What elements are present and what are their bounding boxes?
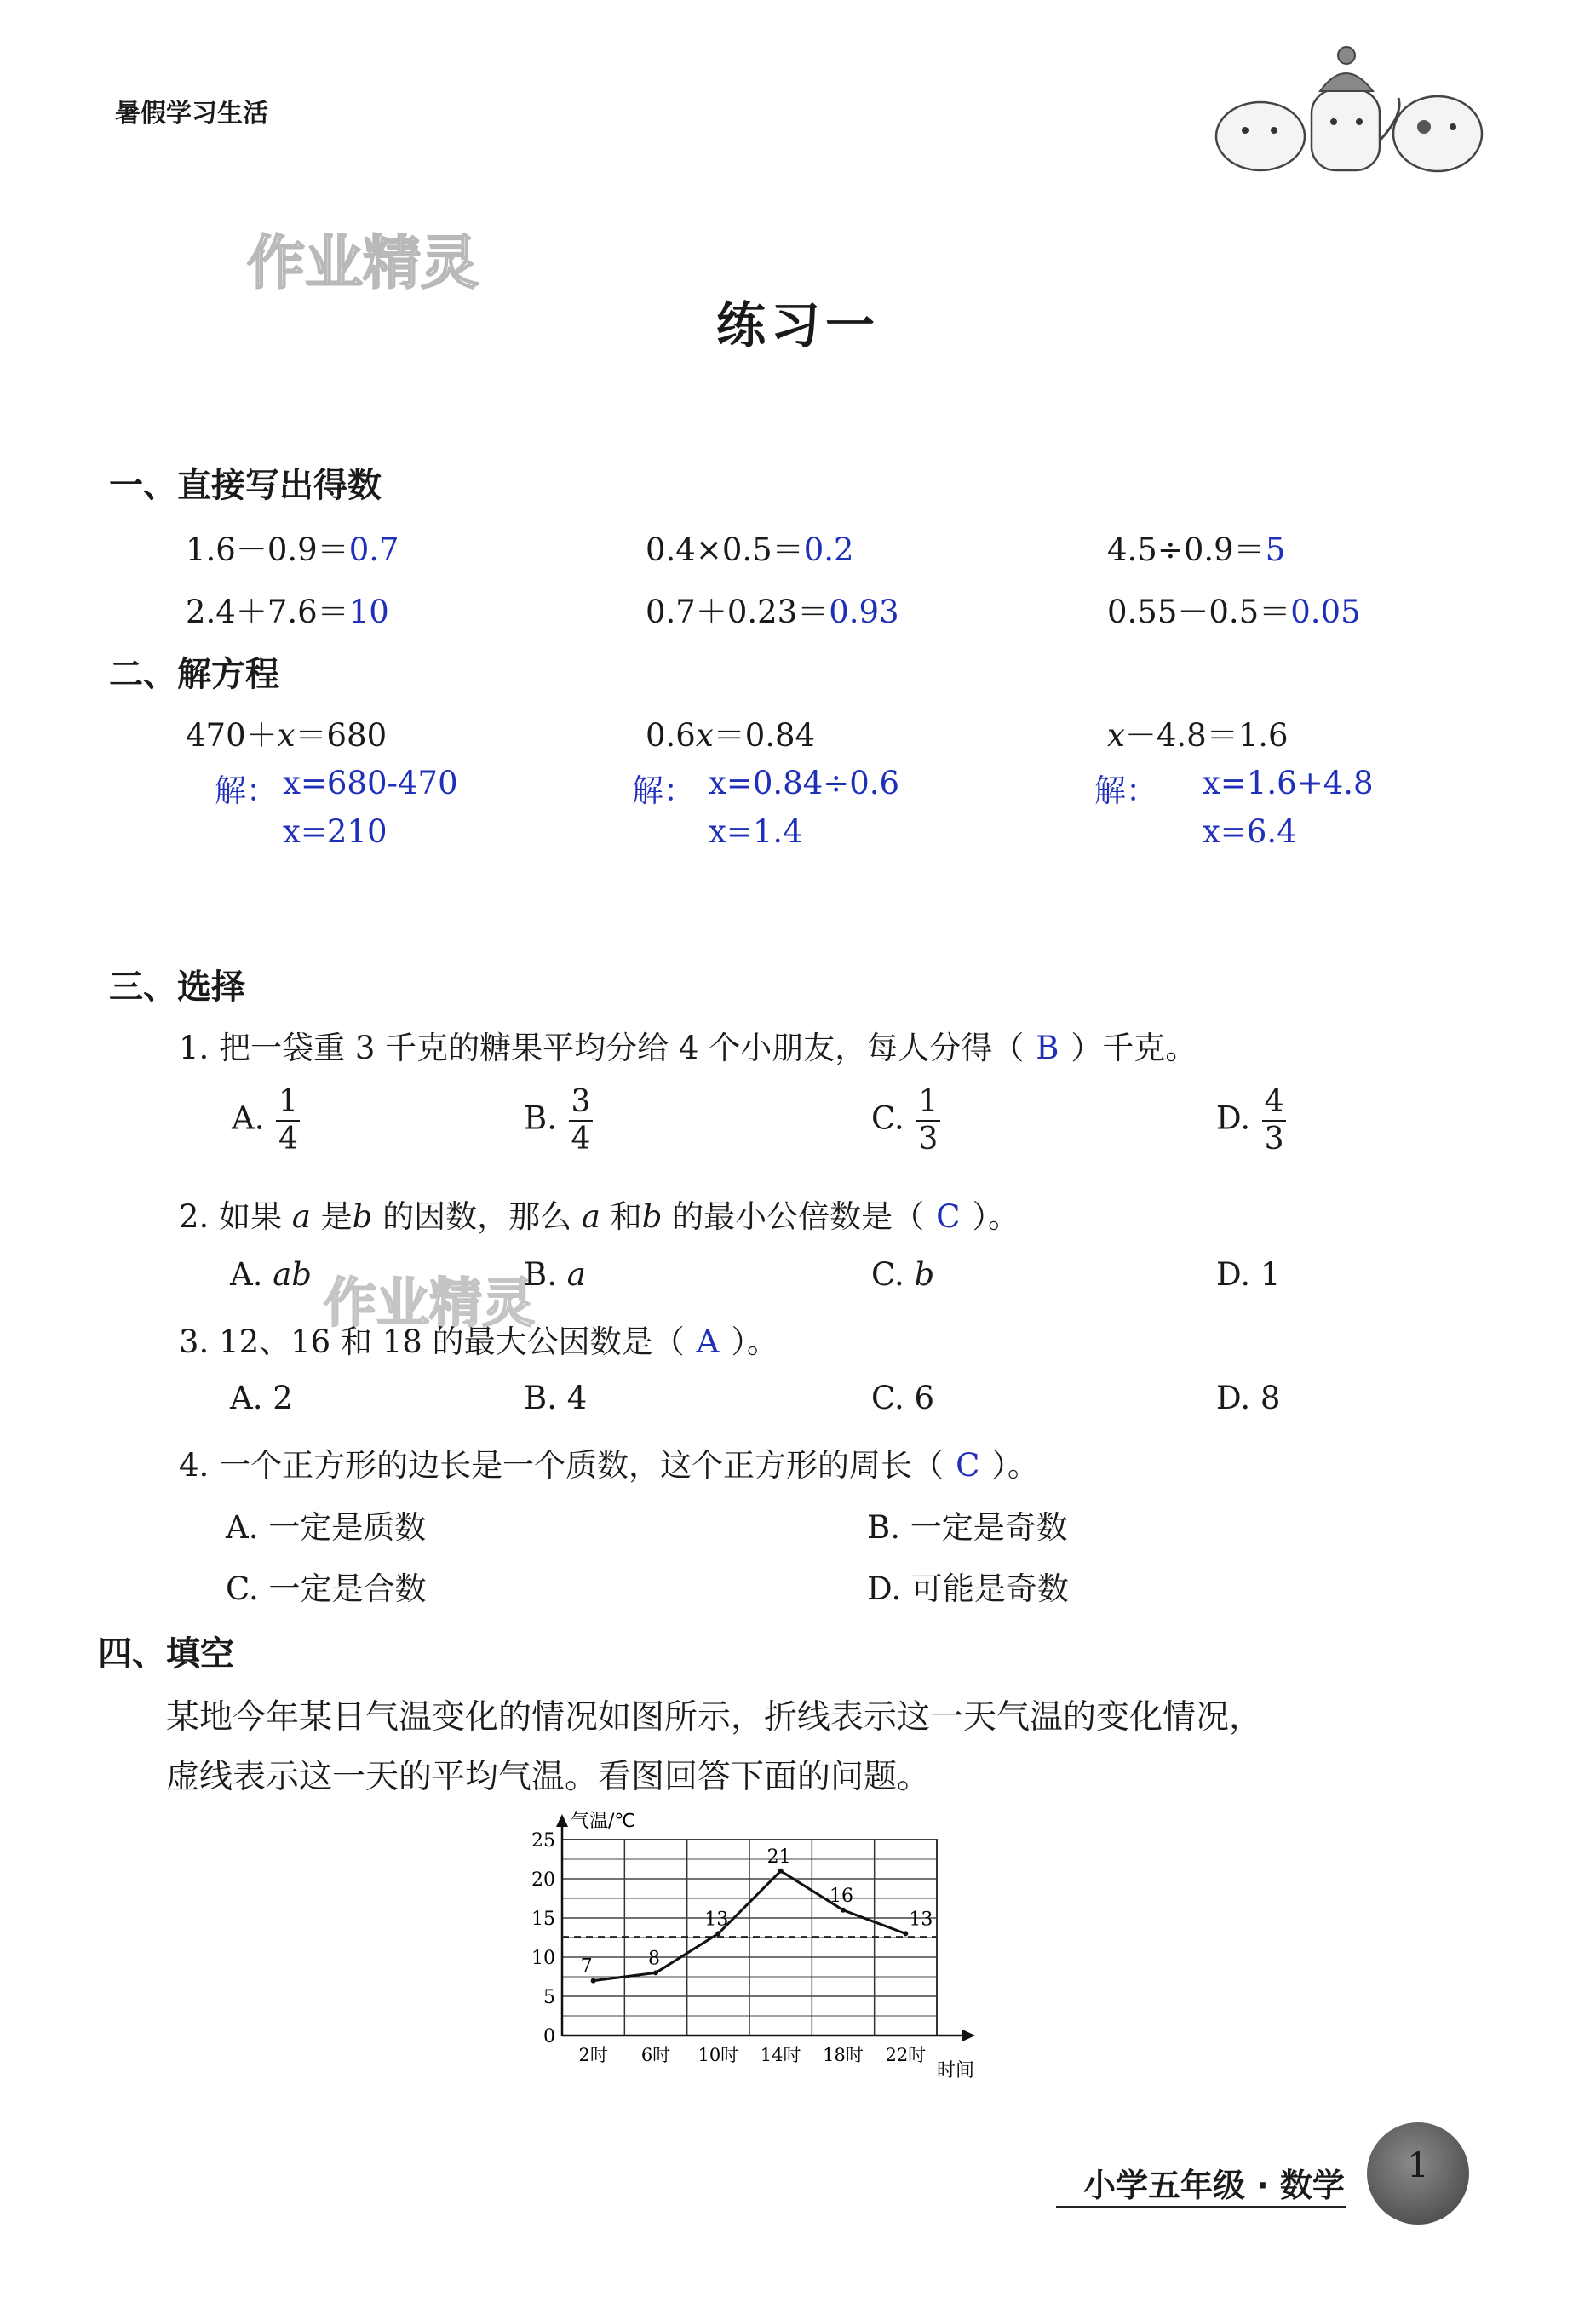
option: B. 一定是奇数 bbox=[867, 1509, 1068, 1546]
calc-answer: 0.05 bbox=[1290, 594, 1361, 630]
temperature-line-chart bbox=[511, 1806, 988, 2095]
option: A. 一定是质数 bbox=[226, 1509, 427, 1546]
option: C. 一定是合数 bbox=[226, 1570, 427, 1607]
calc-answer: 10 bbox=[348, 594, 389, 630]
data-point bbox=[841, 1908, 846, 1913]
cats-illustration bbox=[1209, 38, 1490, 179]
option: D. 1 bbox=[1216, 1256, 1281, 1293]
option: D. 可能是奇数 bbox=[867, 1570, 1069, 1607]
solution-line: x=1.4 bbox=[709, 813, 803, 850]
solution-line: x=1.6+4.8 bbox=[1203, 765, 1374, 801]
chart-grid bbox=[562, 1840, 937, 2036]
fraction: $\frac{1}{3}$ bbox=[916, 1086, 940, 1156]
solution-line: x=210 bbox=[283, 813, 388, 850]
y-tick-label: 5 bbox=[543, 1987, 555, 2008]
data-point bbox=[653, 1970, 658, 1975]
x-axis-label: 时间 bbox=[937, 2060, 975, 2081]
watermark: 作业精灵 bbox=[247, 230, 479, 297]
data-label: 16 bbox=[830, 1885, 853, 1907]
data-label: 13 bbox=[704, 1909, 729, 1931]
section-3-heading: 三、选择 bbox=[109, 968, 245, 1007]
choice-question-1: 1. 把一袋重 3 千克的糖果平均分给 4 个小朋友，每人分得（ B ）千克。 bbox=[179, 1030, 1197, 1066]
cat-left bbox=[1216, 102, 1305, 170]
cat-middle bbox=[1312, 89, 1380, 170]
x-tick-label: 2时 bbox=[578, 2045, 608, 2065]
option: A. ab bbox=[230, 1256, 312, 1293]
data-point bbox=[591, 1978, 596, 1984]
fraction: $\frac{1}{4}$ bbox=[276, 1086, 300, 1156]
data-label: 7 bbox=[580, 1955, 593, 1978]
option: A. 2 bbox=[230, 1380, 293, 1416]
option: D. 8 bbox=[1216, 1380, 1281, 1416]
calc-answer: 0.93 bbox=[829, 594, 899, 630]
section-4-heading: 四、填空 bbox=[98, 1634, 234, 1674]
choice-answer: A bbox=[696, 1324, 720, 1360]
section-1-heading: 一、直接写出得数 bbox=[109, 466, 382, 505]
solution-label: 解： bbox=[632, 772, 695, 809]
section-2-heading: 二、解方程 bbox=[109, 655, 279, 694]
grade-subject: 小学五年级 · 数学 bbox=[1083, 2167, 1345, 2204]
watermark: 作业精灵 bbox=[324, 1272, 536, 1334]
data-label: 13 bbox=[909, 1909, 933, 1931]
calc-answer: 0.2 bbox=[803, 531, 854, 568]
beanie-hat bbox=[1320, 73, 1373, 91]
calc-answer: 5 bbox=[1265, 531, 1286, 568]
choice-answer: C bbox=[936, 1198, 961, 1235]
choice-question-4: 4. 一个正方形的边长是一个质数，这个正方形的周长（ C ）。 bbox=[179, 1447, 1039, 1484]
option: C. b bbox=[871, 1256, 935, 1293]
y-tick-label: 10 bbox=[531, 1948, 555, 1969]
beanie-pompom bbox=[1338, 47, 1355, 64]
calc-item: 2.4＋7.6＝10 bbox=[186, 594, 389, 630]
choice-answer: C bbox=[956, 1447, 980, 1484]
solution-label: 解： bbox=[1094, 772, 1157, 809]
x-tick-label: 18时 bbox=[823, 2045, 864, 2065]
x-tick-label: 10时 bbox=[698, 2045, 739, 2065]
book-title: 暑假学习生活 bbox=[115, 99, 268, 129]
calc-answer: 0.7 bbox=[348, 531, 399, 568]
y-tick-label: 0 bbox=[543, 2026, 555, 2047]
chart-axes bbox=[531, 1814, 975, 2065]
x-axis-arrow bbox=[962, 2030, 975, 2041]
page-title: 练习一 bbox=[715, 296, 880, 354]
calc-item: 0.55－0.5＝0.05 bbox=[1107, 594, 1361, 630]
data-label: 21 bbox=[766, 1846, 791, 1868]
y-axis-arrow bbox=[556, 1814, 568, 1827]
equation: x－4.8＝1.6 bbox=[1107, 717, 1289, 754]
equation: 470＋x＝680 bbox=[186, 717, 388, 754]
option: C. $\frac{1}{3}$ bbox=[871, 1086, 940, 1156]
option: D. $\frac{4}{3}$ bbox=[1216, 1086, 1286, 1156]
x-tick-label: 6时 bbox=[640, 2045, 671, 2065]
option: A. $\frac{1}{4}$ bbox=[232, 1086, 300, 1156]
equation: 0.6x＝0.84 bbox=[646, 717, 816, 754]
solution-line: x=680-470 bbox=[283, 765, 458, 801]
option: C. 6 bbox=[871, 1380, 935, 1416]
problem-text: 虚线表示这一天的平均气温。看图回答下面的问题。 bbox=[166, 1758, 931, 1796]
option: B. $\frac{3}{4}$ bbox=[524, 1086, 593, 1156]
data-label: 8 bbox=[648, 1948, 660, 1970]
x-tick-label: 14时 bbox=[760, 2045, 801, 2065]
problem-text: 某地今年某日气温变化的情况如图所示，折线表示这一天气温的变化情况， bbox=[166, 1698, 1263, 1737]
choice-question-2: 2. 如果 a 是b 的因数，那么 a 和b 的最小公倍数是（ C ）。 bbox=[179, 1198, 1019, 1235]
data-point bbox=[903, 1931, 908, 1936]
page-number: 1 bbox=[1407, 2146, 1429, 2185]
y-axis-label: 气温/℃ bbox=[571, 1811, 636, 1832]
calc-item: 0.7＋0.23＝0.93 bbox=[646, 594, 899, 630]
choice-answer: B bbox=[1036, 1030, 1059, 1066]
y-tick-label: 20 bbox=[531, 1869, 555, 1891]
solution-line: x=0.84÷0.6 bbox=[709, 765, 900, 801]
y-tick-label: 25 bbox=[531, 1830, 555, 1852]
y-tick-label: 15 bbox=[531, 1909, 555, 1930]
x-tick-label: 22时 bbox=[885, 2045, 927, 2065]
data-point bbox=[778, 1869, 784, 1874]
solution-label: 解： bbox=[215, 772, 278, 809]
solution-line: x=6.4 bbox=[1203, 813, 1297, 850]
fraction: $\frac{3}{4}$ bbox=[569, 1086, 593, 1156]
option: B. 4 bbox=[524, 1380, 588, 1416]
calc-item: 0.4×0.5＝0.2 bbox=[646, 531, 854, 568]
choice-question-3: 3. 12、16 和 18 的最大公因数是（ A ）。 bbox=[179, 1324, 778, 1360]
fraction: $\frac{4}{3}$ bbox=[1262, 1086, 1286, 1156]
data-point bbox=[715, 1931, 720, 1936]
cat-right bbox=[1393, 96, 1482, 171]
calc-item: 4.5÷0.9＝5 bbox=[1107, 531, 1286, 568]
option: B. a bbox=[524, 1256, 586, 1293]
calc-item: 1.6－0.9＝0.7 bbox=[186, 531, 399, 568]
footer-rule bbox=[1056, 2206, 1346, 2208]
